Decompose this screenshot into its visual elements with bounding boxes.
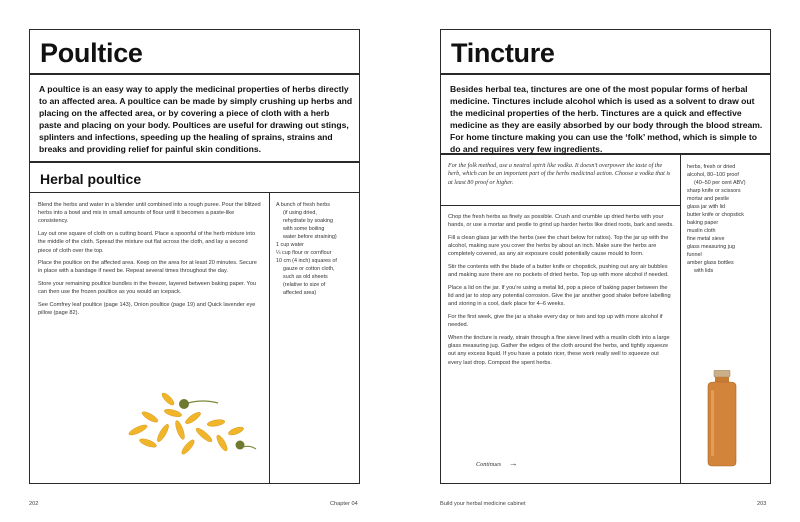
ingredient: funnel xyxy=(687,252,702,258)
section-title: Herbal poultice xyxy=(40,171,142,187)
intro-text: A poultice is an easy way to apply the medicinal properties of herbs directly to an affected area. A poultice can be made by simply crushing up herbs and placing on the affected area, or by covering a piece of cloth with a herb paste and placing on your body. Poultices are useful for drawing out stings, splinters and infections, speeding up the healing of sprains, strains and breaks and providing relief for painful skin conditions. xyxy=(39,84,353,154)
petal xyxy=(194,426,213,443)
continues-label: Continues xyxy=(476,461,502,468)
flower-head xyxy=(236,441,245,450)
method-step: Store your remaining poultice bundles in the freezer, layered between baking paper. You can then use the frozen poultice as you would an icepack. xyxy=(38,281,256,296)
page-title: Poultice xyxy=(40,38,143,68)
amber-bottle-illustration xyxy=(702,370,742,468)
ingredient: rehydrate by soaking xyxy=(283,218,334,224)
ingredient: muslin cloth xyxy=(687,228,716,234)
flower-stem xyxy=(188,401,218,403)
page-number: 203 xyxy=(757,501,767,507)
column-divider xyxy=(269,192,270,484)
ingredient: with lids xyxy=(694,268,714,274)
petal xyxy=(139,437,158,449)
page-number: 202 xyxy=(29,501,39,507)
section-divider xyxy=(29,192,360,193)
ingredient: 1 cup water xyxy=(276,242,304,248)
petal xyxy=(184,410,202,425)
method-step: For the first week, give the jar a shake every day or two and top up with more alcohol if needed. xyxy=(448,314,663,329)
petal xyxy=(174,420,186,441)
ingredients-list xyxy=(276,202,356,298)
calendula-petals-illustration xyxy=(118,385,268,470)
petal xyxy=(155,423,170,443)
ingredient: such as old sheets xyxy=(283,274,328,280)
ingredient: A bunch of fresh herbs xyxy=(276,202,330,208)
ingredient: butter knife or chopstick xyxy=(687,212,744,218)
page-title: Tincture xyxy=(451,38,555,68)
ingredient: affected area) xyxy=(283,290,317,296)
ingredient: (40–50 per cent ABV) xyxy=(694,180,746,186)
poultice-intro-box xyxy=(29,74,360,162)
ingredient: alcohol, 80–100 proof xyxy=(687,172,739,178)
ingredient: (relative to size of xyxy=(283,282,326,288)
method-step: Chop the fresh herbs as finely as possible. Crush and crumble up dried herbs with your hands, or use a mortar and pestle to grind up harder herbs like dried roots, bark and seeds. xyxy=(448,214,674,229)
petal xyxy=(141,410,160,424)
method-step: Stir the contents with the blade of a butter knife or chopstick, pushing out any air bubbles and making sure there are no pockets of dried herbs. Top up with more alcohol if needed. xyxy=(448,264,669,279)
petal xyxy=(180,438,196,456)
arrow-right-icon: → xyxy=(508,458,518,468)
ingredient: herbs, fresh or dried xyxy=(687,164,736,170)
bottle-neck xyxy=(715,377,729,382)
ingredient: baking paper xyxy=(687,220,719,226)
ingredient: glass measuring jug xyxy=(687,244,735,250)
ingredient: glass jar with lid xyxy=(687,204,726,210)
tincture-intro-box xyxy=(440,74,771,154)
ingredient: ¼ cup flour or cornflour xyxy=(276,250,332,256)
running-head: Build your herbal medicine cabinet xyxy=(440,501,526,507)
bottle-highlight xyxy=(711,390,714,456)
petal xyxy=(128,423,149,437)
ingredient: amber glass bottles xyxy=(687,260,734,266)
method-step: Fill a clean glass jar with the herbs (see the chart below for ratios). Top the jar up with the alcohol, making sure you cover the herbs by about an inch. Make sure the herbs are completely covered, as any air exposure could potentially cause mould to form. xyxy=(448,234,669,258)
tincture-title-box xyxy=(440,29,771,74)
method-step: Place a lid on the jar. If you’re using a metal lid, pop a piece of baking paper between the lid and jar to stop any potential corrosion. Give the jar another good shake before labelling and storing in a cool, dark place for 4–6 weeks. xyxy=(448,284,671,308)
method-step: Blend the herbs and water in a blender until combined into a rough puree. Pour the blitzed herbs into a bowl and mix in small amounts of flour until it becomes a paste-like consistency. xyxy=(38,202,261,225)
ingredient: with some boiling xyxy=(283,226,325,232)
continues-link[interactable] xyxy=(476,458,518,468)
folk-method-note: For the folk method, use a neutral spirit like vodka. It doesn’t overpower the taste of the herb, which can be an important part of the herbs medicinal action. Choose a vodka that is at least 80 proof or higher. xyxy=(448,163,671,186)
equipment-list xyxy=(687,164,767,276)
bottle-cap xyxy=(714,370,730,377)
ingredient: sharp knife or scissors xyxy=(687,188,741,194)
petal xyxy=(160,391,176,407)
ingredient: water before straining) xyxy=(283,234,337,240)
intro-text: Besides herbal tea, tinctures are one of the most popular forms of herbal medicine. Tinctures include alcohol which is used as a solvent to draw out the medicinal properties of the herb. Tinctures are a quick and effective medicine as they are easily absorbed by our body through the blood stream. For home tincture making you can use the ‘folk’ method, which is simple to do and requires very few ingredients. xyxy=(450,84,763,154)
method-text xyxy=(38,201,262,322)
petal xyxy=(215,434,229,453)
poultice-title-box xyxy=(29,29,360,74)
petal xyxy=(227,425,244,436)
method-step: Lay out one square of cloth on a cutting board. Place a spoonful of the herb mixture into the middle of the cloth. Spread the mixture out flat across the cloth, and lay a second piece of cloth over the top. xyxy=(38,231,256,254)
ingredient: (if using dried, xyxy=(283,210,317,216)
method-text xyxy=(448,213,674,371)
method-step: Place the poultice on the affected area. Keep on the area for at least 20 minutes. Secure in place with a bandage if need be. Repeat several times throughout the day. xyxy=(38,260,257,275)
flower-stem xyxy=(243,446,256,449)
column-divider xyxy=(680,154,681,484)
method-step: See Comfrey leaf poultice (page 143), Onion poultice (page 19) and Quick lavender eye pillow (page 82). xyxy=(38,302,256,317)
right-page xyxy=(400,0,800,522)
petal xyxy=(207,418,226,427)
ingredient: mortar and pestle xyxy=(687,196,729,202)
ingredient: fine metal sieve xyxy=(687,236,725,242)
running-head: Chapter 04 xyxy=(330,501,358,507)
note-divider xyxy=(440,205,680,206)
flower-head xyxy=(179,399,189,409)
method-step: When the tincture is ready, strain through a fine sieve lined with a muslin cloth into a large glass measuring jug. Gather the edges of the cloth around the herbs, and tightly squeeze out any excess liquid. If you have a potato ricer, these work really well to squeeze out every last drop. Compost the spent herbs. xyxy=(448,334,670,366)
ingredient: gauze or cotton cloth, xyxy=(283,266,335,272)
ingredient: 10 cm (4 inch) squares of xyxy=(276,258,337,264)
petal xyxy=(164,408,183,418)
